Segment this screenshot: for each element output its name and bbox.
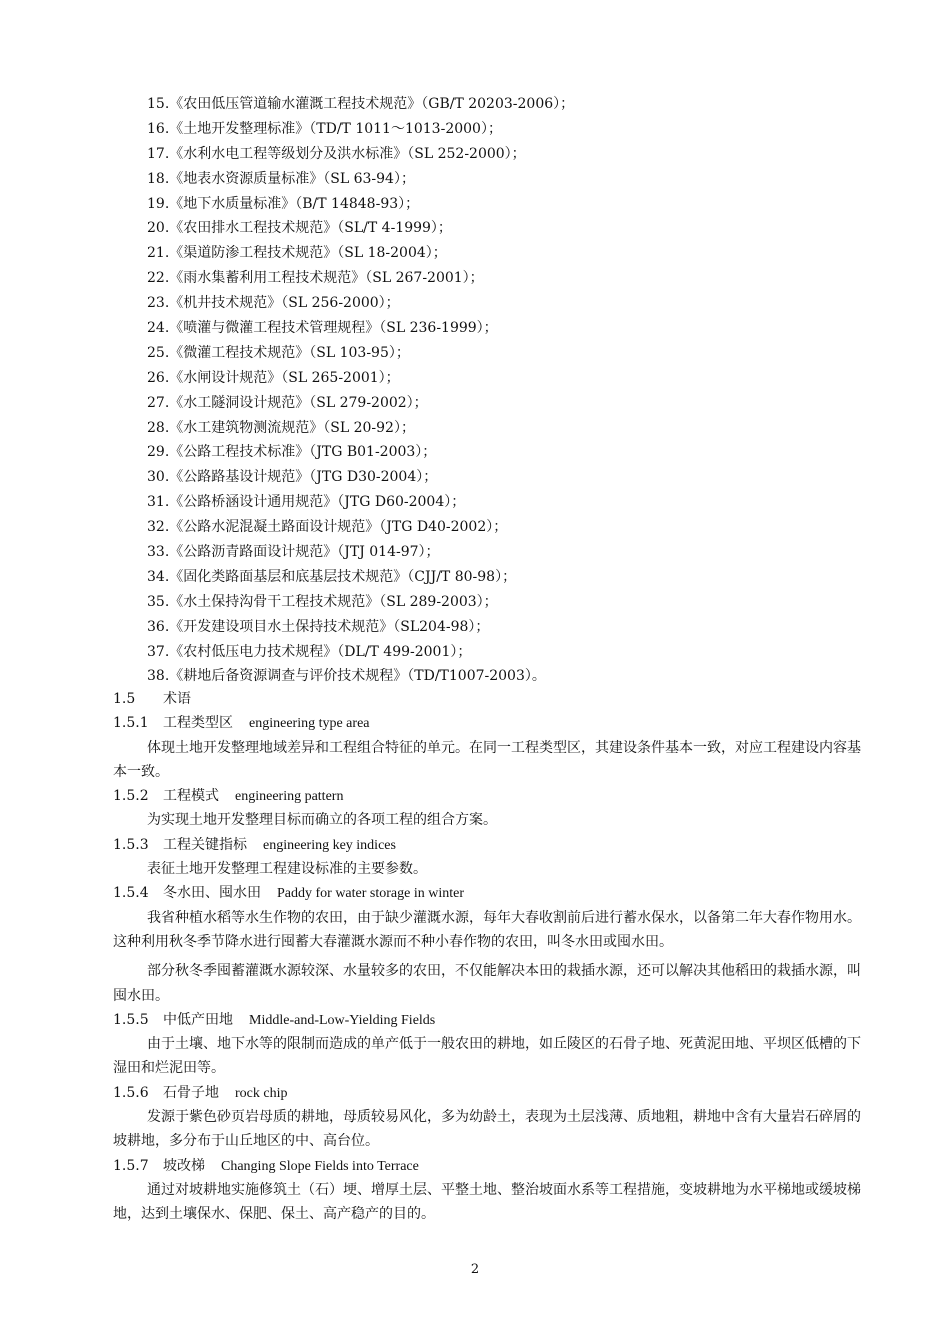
term-heading <box>113 711 861 735</box>
reference-item: 36.《开发建设项目水土保持技术规范》（SL204-98）； <box>147 618 490 635</box>
term-en: Middle-and-Low-Yielding Fields <box>249 1012 436 1028</box>
reference-item: 28.《水工建筑物测流规范》（SL 20-92）； <box>147 419 415 436</box>
term-number: 1.5.4 <box>113 885 149 902</box>
term-heading <box>113 1081 861 1105</box>
reference-item: 25.《微灌工程技术规范》（SL 103-95）； <box>147 344 410 361</box>
term-zh: 工程类型区 <box>163 715 233 732</box>
term-definition: 我省种植水稻等水生作物的农田，由于缺少灌溉水源，每年大春收割前后进行蓄水保水，以备第二年大春作物用水。这种利用秋冬季节降水进行囤蓄大春灌溉水源而不种小春作物的农田，叫冬水田或囤水田。 <box>113 909 861 950</box>
reference-item: 31.《公路桥涵设计通用规范》（JTG D60-2004）； <box>147 494 466 511</box>
section-title: 术语 <box>163 691 191 707</box>
term-heading <box>113 784 861 808</box>
term-zh: 工程模式 <box>163 788 219 805</box>
reference-item: 24.《喷灌与微灌工程技术管理规程》（SL 236-1999）； <box>147 320 498 337</box>
term-number: 1.5.3 <box>113 836 149 853</box>
reference-item: 37.《农村低压电力技术规程》（DL/T 499-2001）； <box>147 643 472 660</box>
term-number: 1.5.5 <box>113 1011 149 1028</box>
reference-item: 35.《水土保持沟骨干工程技术规范》（SL 289-2003）； <box>147 593 498 610</box>
term-zh: 冬水田、囤水田 <box>163 885 261 902</box>
term-definition: 由于土壤、地下水等的限制而造成的单产低于一般农田的耕地，如丘陵区的石骨子地、死黄泥田地、平坝区低槽的下湿田和烂泥田等。 <box>113 1036 861 1077</box>
reference-item: 33.《公路沥青路面设计规范》（JTJ 014-97）； <box>147 544 440 561</box>
term-en: rock chip <box>235 1085 288 1101</box>
reference-item: 19.《地下水质量标准》（B/T 14848-93）； <box>147 195 420 212</box>
term-definition: 发源于紫色砂页岩母质的耕地，母质较易风化，多为幼龄土，表现为土层浅薄、质地粗，耕地中含有大量岩石碎屑的坡耕地，多分布于山丘地区的中、高台位。 <box>113 1109 861 1150</box>
term-zh: 中低产田地 <box>163 1011 233 1028</box>
term-definition: 部分秋冬季囤蓄灌溉水源较深、水量较多的农田，不仅能解决本田的栽插水源，还可以解决其他稻田的栽插水源，叫囤水田。 <box>113 963 861 1004</box>
section-number: 1.5 <box>113 691 136 707</box>
term-heading <box>113 833 861 857</box>
reference-item: 30.《公路路基设计规范》（JTG D30-2004）； <box>147 469 438 486</box>
reference-item: 21.《渠道防渗工程技术规范》（SL 18-2004）； <box>147 245 447 262</box>
reference-item: 15.《农田低压管道输水灌溉工程技术规范》（GB/T 20203-2006）； <box>147 96 575 112</box>
reference-item: 20.《农田排水工程技术规范》（SL/T 4-1999）； <box>147 220 452 237</box>
term-heading <box>113 881 861 905</box>
term-definition: 表征土地开发整理工程建设标准的主要参数。 <box>147 861 427 878</box>
term-number: 1.5.1 <box>113 715 149 732</box>
reference-item: 38.《耕地后备资源调查与评价技术规程》（TD/T1007-2003）。 <box>147 668 546 685</box>
reference-item: 27.《水工隧洞设计规范》（SL 279-2002）； <box>147 394 428 411</box>
reference-item: 18.《地表水资源质量标准》（SL 63-94）； <box>147 170 415 187</box>
term-number: 1.5.2 <box>113 788 149 805</box>
term-en: engineering pattern <box>235 789 344 805</box>
term-definition: 通过对坡耕地实施修筑土（石）埂、增厚土层、平整土地、整治坡面水系等工程措施，变坡耕地为水平梯地或缓坡梯地，达到土壤保水、保肥、保土、高产稳产的目的。 <box>113 1181 861 1223</box>
reference-item: 16.《土地开发整理标准》（TD/T 1011～1013-2000）； <box>147 120 502 137</box>
term-zh: 坡改梯 <box>163 1157 205 1174</box>
reference-item: 22.《雨水集蓄利用工程技术规范》（SL 267-2001）； <box>147 270 484 287</box>
reference-item: 32.《公路水泥混凝土路面设计规范》（JTG D40-2002）； <box>147 519 508 536</box>
reference-item: 29.《公路工程技术标准》（JTG B01-2003）； <box>147 444 437 461</box>
reference-item: 26.《水闸设计规范》（SL 265-2001）； <box>147 369 400 386</box>
reference-item: 17.《水利水电工程等级划分及洪水标准》（SL 252-2000）； <box>147 145 526 162</box>
term-definition: 体现土地开发整理地域差异和工程组合特征的单元。在同一工程类型区，其建设条件基本一致，对应工程建设内容基本一致。 <box>113 739 861 780</box>
term-en: Changing Slope Fields into Terrace <box>221 1158 419 1174</box>
term-heading <box>113 1008 861 1032</box>
term-zh: 石骨子地 <box>163 1084 219 1101</box>
term-number: 1.5.7 <box>113 1157 149 1174</box>
term-definition: 为实现土地开发整理目标而确立的各项工程的组合方案。 <box>147 812 497 829</box>
terms-section <box>113 687 861 1227</box>
reference-item: 34.《固化类路面基层和底基层技术规范》（CJJ/T 80-98）； <box>147 568 517 585</box>
term-zh: 工程关键指标 <box>163 836 247 853</box>
term-en: engineering key indices <box>263 837 396 853</box>
page-number: 2 <box>470 1262 480 1277</box>
term-en: Paddy for water storage in winter <box>277 886 464 902</box>
section-heading <box>113 687 861 711</box>
reference-item: 23.《机井技术规范》（SL 256-2000）； <box>147 295 400 312</box>
term-en: engineering type area <box>249 716 370 732</box>
reference-list <box>147 92 867 689</box>
term-heading <box>113 1154 861 1178</box>
term-number: 1.5.6 <box>113 1084 149 1101</box>
